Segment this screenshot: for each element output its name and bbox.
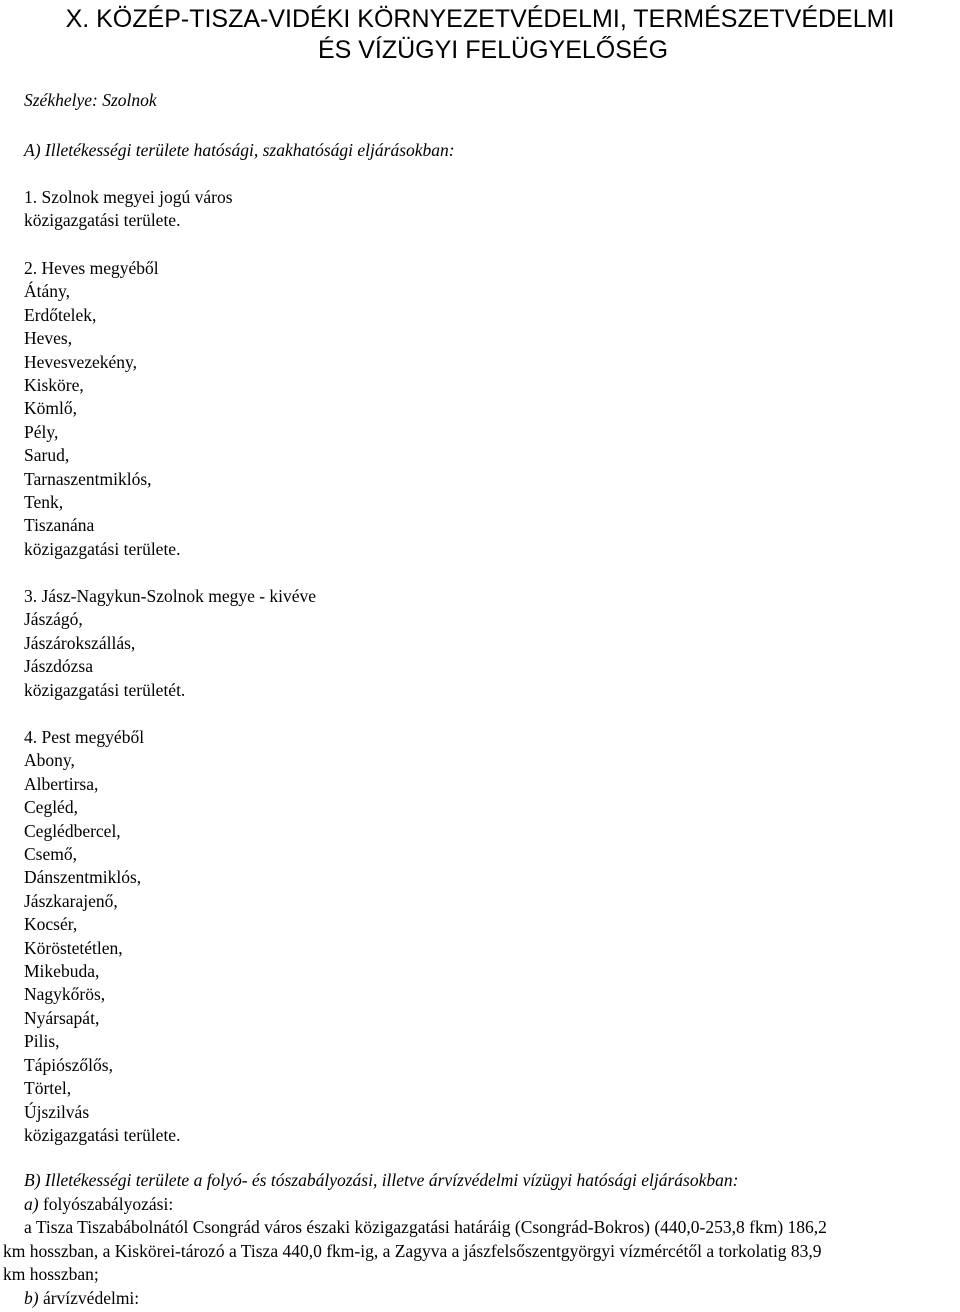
document-title — [0, 4, 960, 66]
item-b-label: b) — [24, 1287, 39, 1308]
section-2-line: Tiszanána — [24, 515, 95, 536]
section-3-line: Jászágó, — [24, 609, 83, 630]
section-3-line: 3. Jász-Nagykun-Szolnok megye - kivéve — [24, 586, 317, 606]
section-4-line: Kocsér, — [24, 914, 78, 935]
title-line-2: ÉS VÍZÜGYI FELÜGYELŐSÉG — [317, 36, 669, 64]
section-2-line: Heves, — [24, 328, 73, 349]
section-4-line: Abony, — [24, 750, 75, 771]
part-a-heading: A) Illetékességi területe hatósági, szakhatósági eljárásokban: — [24, 140, 455, 160]
section-4-line: Nagykőrös, — [24, 984, 106, 1005]
item-a-text: folyószabályozási: — [42, 1193, 174, 1214]
section-3-line: közigazgatási területét. — [24, 679, 186, 700]
section-1 — [24, 186, 233, 233]
seat-line: Székhelye: Szolnok — [24, 90, 157, 110]
section-4-line: Mikebuda, — [24, 961, 100, 982]
section-2-line: közigazgatási területe. — [24, 538, 181, 559]
section-4-line: Albertirsa, — [24, 773, 99, 794]
section-4-line: Jászkarajenő, — [24, 890, 118, 911]
section-4-line: Törtel, — [24, 1078, 72, 1099]
part-b-item-a — [3, 1193, 955, 1217]
section-2 — [24, 257, 180, 561]
section-4-line: 4. Pest megyéből — [24, 727, 145, 747]
section-2-line: Erdőtelek, — [24, 304, 97, 325]
item-b-text: árvízvédelmi: — [42, 1287, 140, 1308]
section-2-line: 2. Heves megyéből — [24, 258, 159, 278]
section-2-line: Átány, — [24, 281, 71, 302]
section-4-line: Ceglédbercel, — [24, 820, 121, 841]
part-b-item-b — [3, 1287, 955, 1311]
section-4 — [24, 726, 180, 1147]
section-2-line: Pély, — [24, 421, 59, 442]
section-2-line: Kisköre, — [24, 375, 84, 396]
section-3-line: Jászárokszállás, — [24, 632, 136, 653]
title-line-1: X. KÖZÉP-TISZA-VIDÉKI KÖRNYEZETVÉDELMI, TERMÉSZETVÉDELMI — [65, 5, 895, 33]
section-4-line: Nyársapát, — [24, 1007, 100, 1028]
section-3-line: Jászdózsa — [24, 656, 94, 677]
section-3 — [24, 585, 316, 702]
section-1-line: 1. Szolnok megyei jogú város — [24, 187, 233, 207]
paragraph-line-1: a Tisza Tiszabábolnától Csongrád város északi közigazgatási határáig (Csongrád-Bokros) (440,0-253,8 fkm) 186,2 — [24, 1217, 827, 1237]
paragraph-line-3: km hosszban; — [3, 1264, 99, 1284]
part-b-heading: B) Illetékességi területe a folyó- és tószabályozási, illetve árvízvédelmi vízügyi hatósági eljárásokban: — [24, 1170, 739, 1190]
section-1-line: közigazgatási területe. — [24, 210, 181, 231]
section-2-line: Tarnaszentmiklós, — [24, 468, 152, 489]
section-4-line: Köröstetétlen, — [24, 937, 123, 958]
section-4-line: Cegléd, — [24, 797, 78, 818]
item-a-label: a) — [24, 1193, 39, 1214]
section-2-line: Kömlő, — [24, 398, 77, 419]
section-2-line: Hevesvezekény, — [24, 351, 138, 372]
section-4-line: Pilis, — [24, 1031, 60, 1052]
section-4-line: Tápiószőlős, — [24, 1054, 113, 1075]
section-4-line: közigazgatási területe. — [24, 1124, 181, 1145]
section-4-line: Csemő, — [24, 844, 77, 865]
paragraph-line-2: km hosszban, a Kiskörei-tározó a Tisza 440,0 fkm-ig, a Zagyva a jászfelsőszentgyörgyi vízmércétől a torkolatig 83,9 — [3, 1240, 822, 1261]
section-2-line: Tenk, — [24, 492, 64, 513]
section-4-line: Újszilvás — [24, 1101, 90, 1122]
section-4-line: Dánszentmiklós, — [24, 867, 142, 888]
part-b — [3, 1169, 955, 1310]
section-2-line: Sarud, — [24, 445, 70, 466]
